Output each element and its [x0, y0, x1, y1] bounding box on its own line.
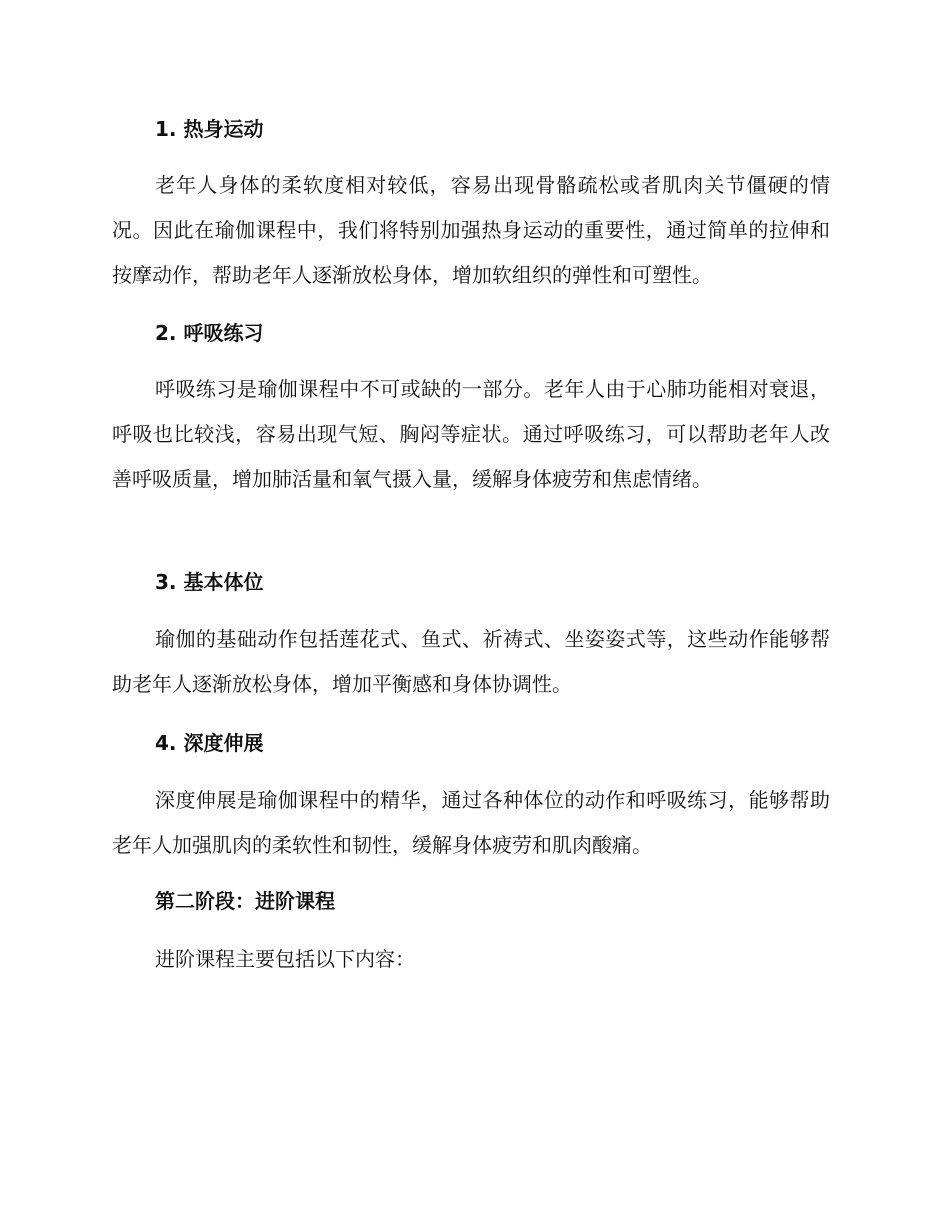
stage-intro: 进阶课程主要包括以下内容： [155, 947, 415, 971]
section-heading-breathing: 2. 呼吸练习 [155, 321, 264, 345]
section-heading-deep-stretch: 4. 深度伸展 [155, 731, 264, 755]
section-heading-warmup: 1. 热身运动 [155, 117, 264, 141]
section-body-warmup: 老年人身体的柔软度相对较低，容易出现骨骼疏松或者肌肉关节僵硬的情况。因此在瑜伽课程中，我们将特别加强热身运动的重要性，通过简单的拉伸和按摩动作，帮助老年人逐渐放松身体，增加软组织的弹性和可塑性。 [112, 173, 830, 287]
section-body-basic-poses: 瑜伽的基础动作包括莲花式、鱼式、祈祷式、坐姿姿式等，这些动作能够帮助老年人逐渐放松身体，增加平衡感和身体协调性。 [112, 627, 830, 696]
section-body-breathing: 呼吸练习是瑜伽课程中不可或缺的一部分。老年人由于心肺功能相对衰退，呼吸也比较浅，容易出现气短、胸闷等症状。通过呼吸练习，可以帮助老年人改善呼吸质量，增加肺活量和氧气摄入量，缓解身体疲劳和焦虑情绪。 [112, 377, 830, 491]
section-body-deep-stretch: 深度伸展是瑜伽课程中的精华，通过各种体位的动作和呼吸练习，能够帮助老年人加强肌肉的柔软性和韧性，缓解身体疲劳和肌肉酸痛。 [112, 788, 830, 857]
section-heading-basic-poses: 3. 基本体位 [155, 570, 264, 594]
stage-heading: 第二阶段：进阶课程 [155, 889, 335, 913]
